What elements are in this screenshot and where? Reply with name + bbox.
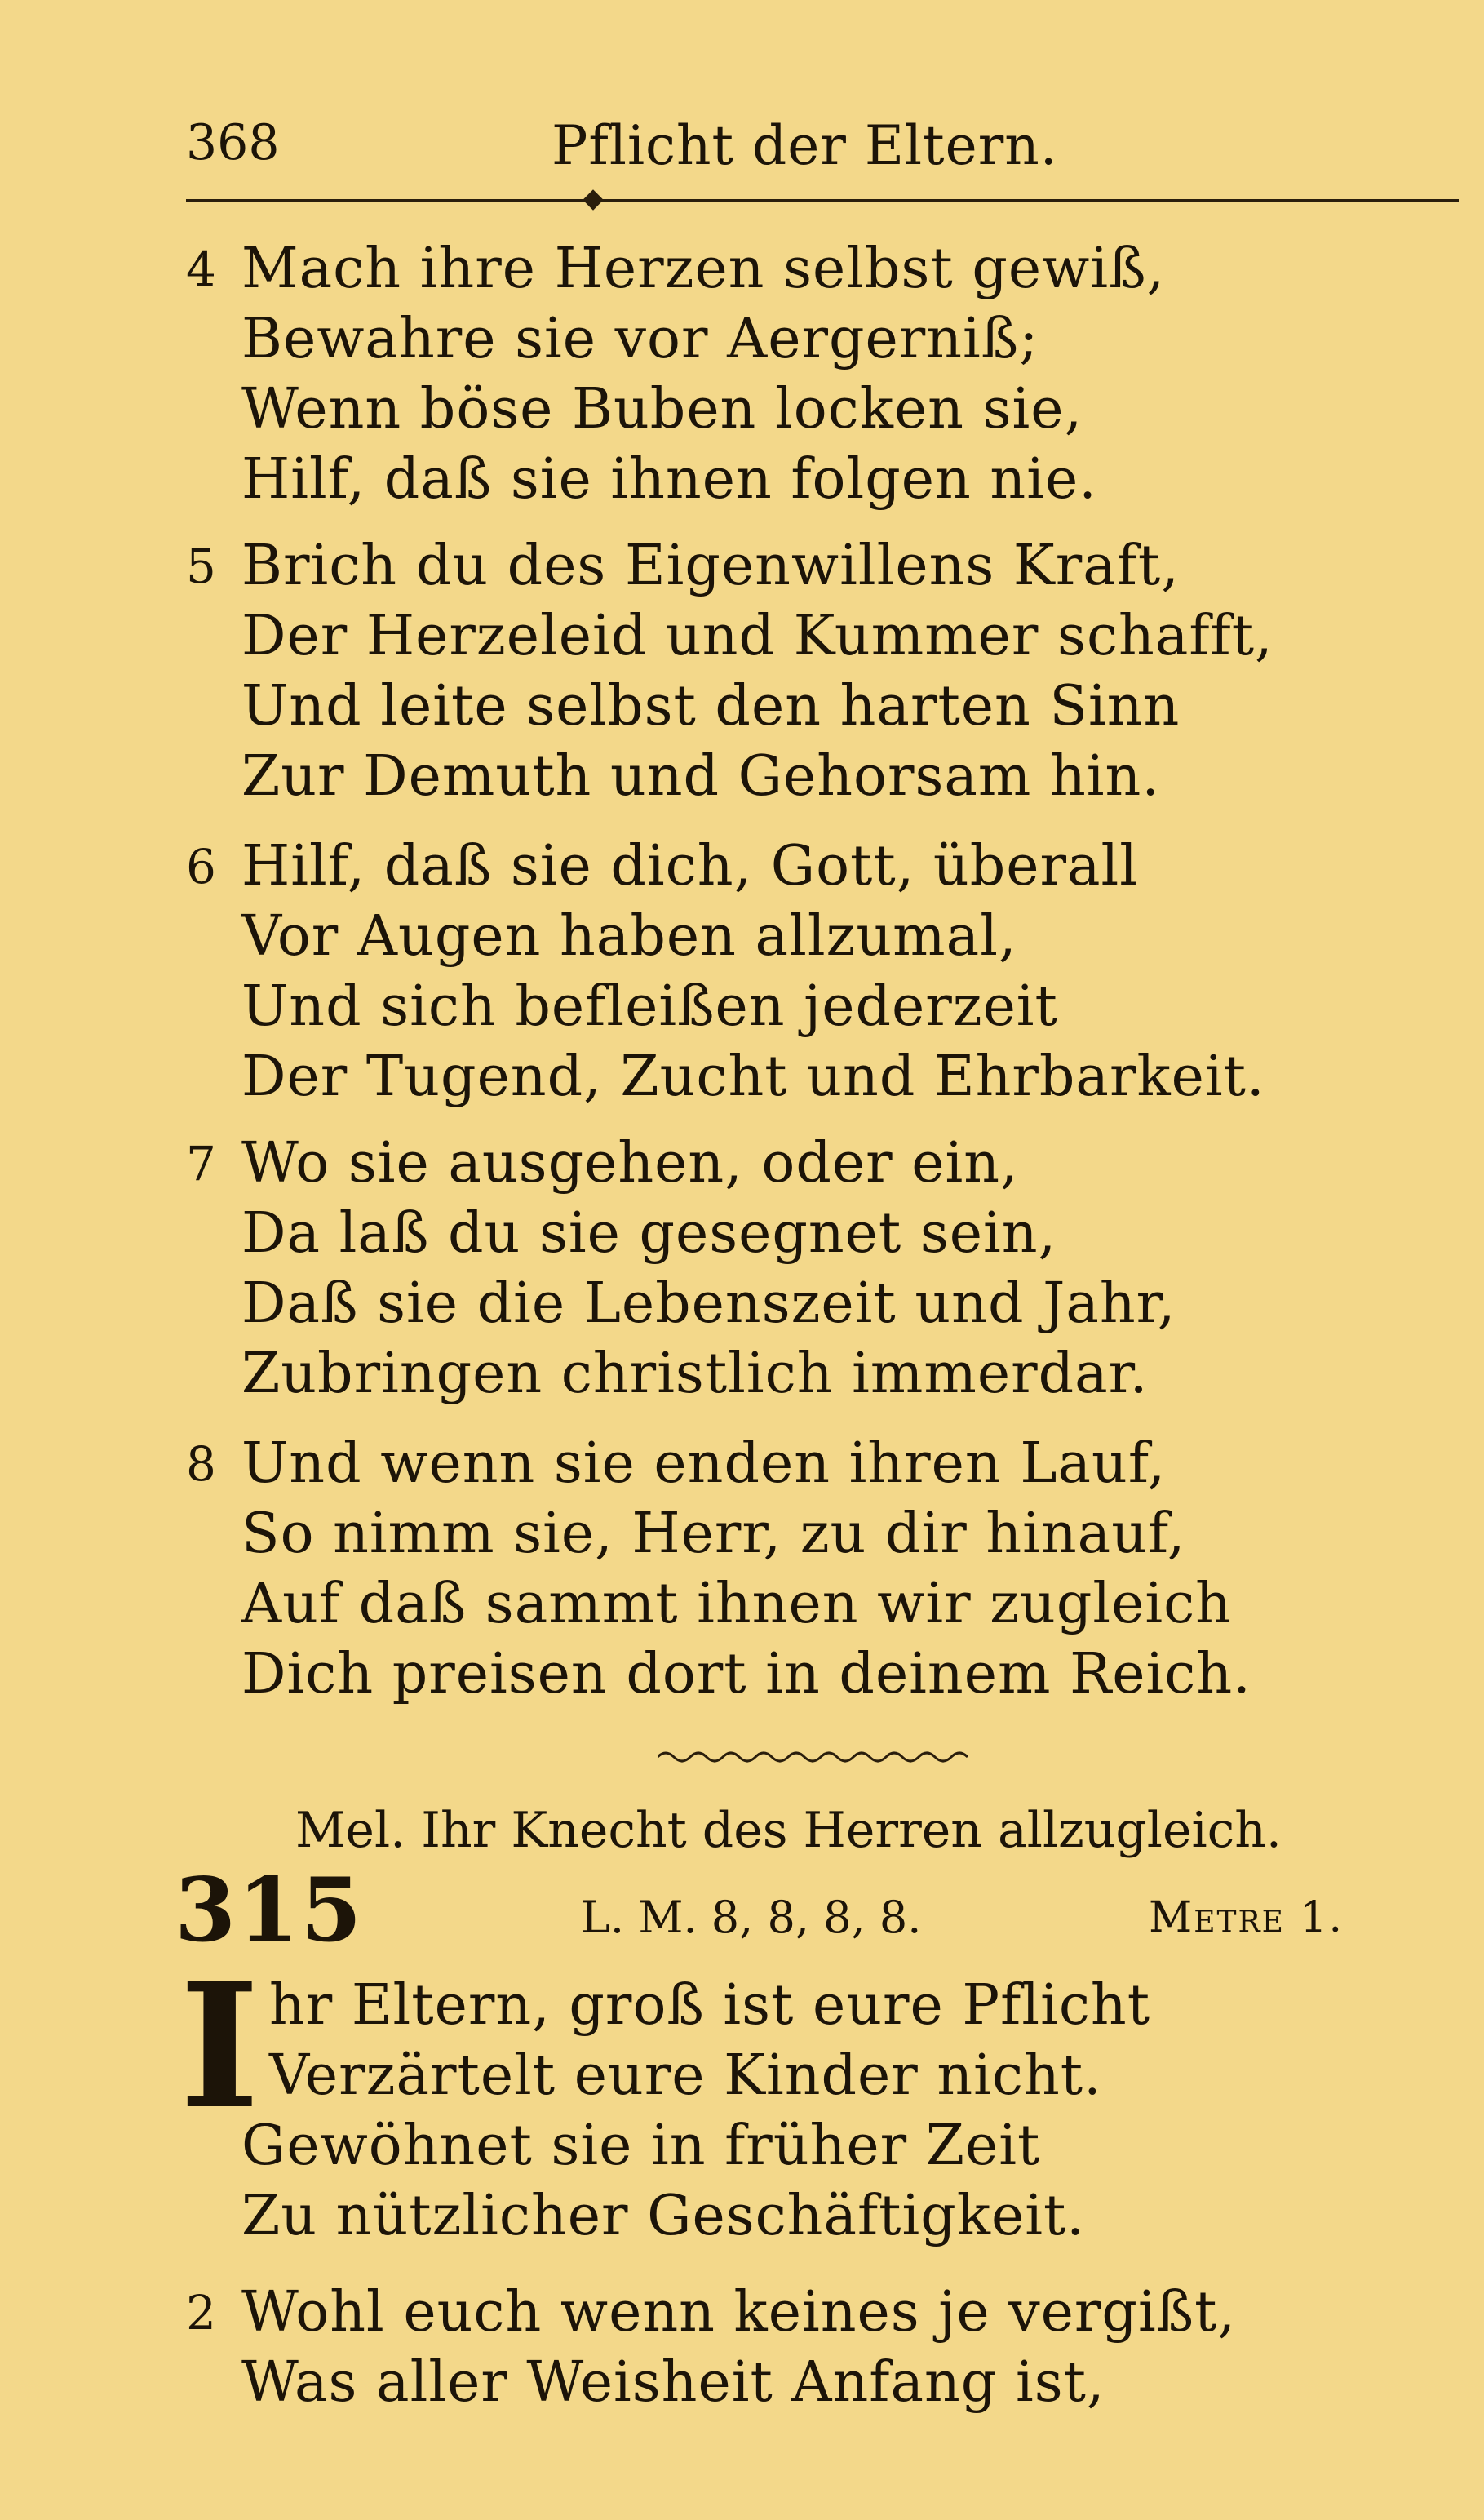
melody-line: Mel. Ihr Knecht des Herren allzugleich. <box>295 1802 1282 1859</box>
verse-line: Auf daß sammt ihnen wir zugleich <box>241 1572 1232 1636</box>
metre-label: Metre 1. <box>1149 1893 1344 1942</box>
wavy-separator-icon <box>658 1745 968 1769</box>
verse-number: 6 <box>186 839 216 894</box>
meter-info: L. M. 8, 8, 8, 8. <box>581 1892 922 1943</box>
verse-line: Da laß du sie gesegnet sein, <box>241 1201 1057 1266</box>
verse-line: Zur Demuth und Gehorsam hin. <box>241 744 1160 809</box>
verse-number: 8 <box>186 1436 216 1492</box>
verse-number: 4 <box>186 242 216 297</box>
verse-line: Wo sie ausgehen, oder ein, <box>241 1131 1019 1196</box>
verse-number: 7 <box>186 1136 216 1191</box>
verse-line: Der Herzeleid und Kummer schafft, <box>241 604 1274 668</box>
running-title: Pflicht der Eltern. <box>552 114 1058 177</box>
verse-line: Vor Augen haben allzumal, <box>241 904 1017 969</box>
drop-cap: I <box>179 1945 260 2147</box>
header-rule <box>186 199 1459 202</box>
verse-line: So nimm sie, Herr, zu dir hinauf, <box>241 1502 1186 1566</box>
verse-line: hr Eltern, groß ist eure Pflicht <box>269 1973 1151 2038</box>
verse-line: Hilf, daß sie ihnen folgen nie. <box>241 447 1097 512</box>
diamond-ornament-icon <box>583 189 603 210</box>
verse-line: Dich preisen dort in deinem Reich. <box>241 1642 1251 1706</box>
verse-number: 5 <box>186 539 216 594</box>
verse-line: Gewöhnet sie in früher Zeit <box>241 2114 1041 2178</box>
verse-line: Zu nützlicher Geschäftigkeit. <box>241 2184 1085 2248</box>
verse-line: Hilf, daß sie dich, Gott, überall <box>241 834 1139 898</box>
verse-line: Der Tugend, Zucht und Ehrbarkeit. <box>241 1045 1265 1109</box>
verse-line: Was aller Weisheit Anfang ist, <box>241 2350 1105 2415</box>
verse-line: Bewahre sie vor Aergerniß; <box>241 307 1039 371</box>
verse-line: Mach ihre Herzen selbst gewiß, <box>241 237 1166 301</box>
verse-line: Wenn böse Buben locken sie, <box>241 377 1083 441</box>
verse-line: Und leite selbst den harten Sinn <box>241 674 1181 739</box>
verse-line: Daß sie die Lebenszeit und Jahr, <box>241 1271 1176 1336</box>
page-number: 368 <box>186 114 280 171</box>
hymn-number: 315 <box>175 1859 364 1962</box>
verse-line: Und wenn sie enden ihren Lauf, <box>241 1431 1167 1496</box>
verse-line: Wohl euch wenn keines je vergißt, <box>241 2280 1237 2345</box>
verse-line: Zubringen christlich immerdar. <box>241 1342 1149 1406</box>
verse-line: Brich du des Eigenwillens Kraft, <box>241 534 1180 598</box>
verse-line: Und sich befleißen jederzeit <box>241 974 1058 1039</box>
page-header <box>186 98 1361 188</box>
verse-number: 2 <box>186 2285 216 2340</box>
verse-line: Verzärtelt eure Kinder nicht. <box>269 2043 1102 2108</box>
